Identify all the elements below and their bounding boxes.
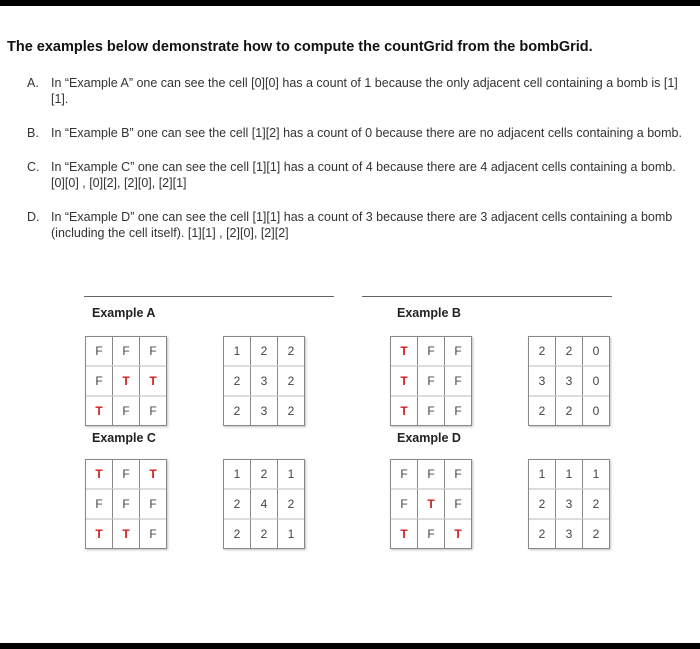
- grid-cell: 2: [224, 488, 251, 518]
- list-letter: C.: [27, 160, 40, 174]
- grid-cell: F: [140, 395, 166, 425]
- grid-cell: 2: [556, 395, 583, 425]
- grid-cell: F: [418, 365, 445, 395]
- grid-row: [529, 395, 609, 425]
- grid-row: [391, 488, 471, 518]
- grid-cell: T: [391, 518, 418, 548]
- grid-row: [391, 395, 471, 425]
- grid-cell: 2: [251, 337, 278, 365]
- list-letter: B.: [27, 126, 39, 140]
- grid-cell: F: [454, 467, 462, 481]
- grid-row: [529, 460, 609, 488]
- grid-cell: 3: [556, 518, 583, 548]
- grid-row: [224, 460, 304, 488]
- list-item-d: [27, 209, 687, 241]
- grid-cell: F: [454, 344, 462, 358]
- page-heading: The examples below demonstrate how to compute the countGrid from the bombGrid.: [7, 39, 593, 55]
- grid-cell: 2: [278, 365, 304, 395]
- grid-row: [86, 460, 166, 488]
- grid-cell: F: [140, 488, 166, 518]
- grid-cell: F: [418, 518, 445, 548]
- grid-cell: T: [391, 365, 418, 395]
- list-item-c: [27, 159, 687, 191]
- grid-cell: F: [445, 365, 471, 395]
- grid-row: [391, 518, 471, 548]
- example-d-count-grid: [528, 459, 610, 549]
- grid-cell: 2: [251, 460, 278, 488]
- grid-row: [529, 518, 609, 548]
- grid-cell: 2: [529, 395, 556, 425]
- grid-row: [86, 337, 166, 365]
- grid-row: [224, 395, 304, 425]
- grid-row: [224, 337, 304, 365]
- grid-cell: 3: [556, 365, 583, 395]
- example-a-bomb-grid: [85, 336, 167, 426]
- grid-cell: 0: [583, 395, 609, 425]
- grid-cell: F: [418, 337, 445, 365]
- grid-cell: T: [86, 395, 113, 425]
- grid-cell: T: [113, 518, 140, 548]
- grid-cell: F: [113, 337, 140, 365]
- grid-cell: 2: [287, 344, 295, 358]
- grid-cell: F: [113, 460, 140, 488]
- grid-cell: 2: [529, 518, 556, 548]
- grid-cell: 2: [224, 395, 251, 425]
- grid-cell: F: [149, 344, 157, 358]
- grid-cell: T: [86, 460, 113, 488]
- grid-cell: T: [113, 365, 140, 395]
- page: [0, 6, 700, 643]
- grid-cell: 2: [278, 488, 304, 518]
- example-b-title: Example B: [397, 306, 461, 320]
- grid-row: [391, 365, 471, 395]
- grid-cell: 4: [251, 488, 278, 518]
- grid-cell: F: [445, 395, 471, 425]
- grid-cell: 1: [287, 467, 295, 481]
- grid-cell: F: [418, 395, 445, 425]
- grid-row: [529, 488, 609, 518]
- grid-row: [224, 365, 304, 395]
- grid-row: [391, 460, 471, 488]
- list-letter: D.: [27, 210, 40, 224]
- grid-cell: F: [391, 460, 418, 488]
- grid-cell: F: [418, 460, 445, 488]
- grid-cell: 2: [583, 518, 609, 548]
- list-text: In “Example A” one can see the cell [0][0] has a count of 1 because the only adjacent cell containing a bomb is [1][1].: [51, 76, 678, 106]
- explanation-list: [27, 75, 687, 259]
- grid-cell: F: [140, 518, 166, 548]
- grid-cell: 1: [592, 467, 600, 481]
- list-item-a: [27, 75, 687, 107]
- grid-cell: 2: [556, 337, 583, 365]
- grid-row: [224, 518, 304, 548]
- grid-cell: F: [113, 488, 140, 518]
- example-c-title: Example C: [92, 431, 156, 445]
- grid-cell: F: [86, 337, 113, 365]
- grid-cell: 2: [583, 488, 609, 518]
- grid-cell: 1: [556, 460, 583, 488]
- grid-cell: F: [391, 488, 418, 518]
- grid-cell: 2: [251, 518, 278, 548]
- grid-cell: 2: [529, 488, 556, 518]
- example-c-bomb-grid: [85, 459, 167, 549]
- grid-cell: T: [391, 395, 418, 425]
- example-d-title: Example D: [397, 431, 461, 445]
- example-a-count-grid: [223, 336, 305, 426]
- list-letter: A.: [27, 76, 39, 90]
- grid-cell: 3: [251, 395, 278, 425]
- example-b-count-grid: [528, 336, 610, 426]
- grid-row: [86, 395, 166, 425]
- grid-cell: 0: [583, 365, 609, 395]
- grid-cell: F: [86, 365, 113, 395]
- grid-cell: 3: [556, 488, 583, 518]
- grid-cell: F: [86, 488, 113, 518]
- grid-cell: 1: [529, 460, 556, 488]
- grid-cell: T: [86, 518, 113, 548]
- grid-cell: 2: [529, 337, 556, 365]
- grid-cell: 2: [278, 395, 304, 425]
- example-d-bomb-grid: [390, 459, 472, 549]
- example-b-bomb-grid: [390, 336, 472, 426]
- grid-cell: 3: [251, 365, 278, 395]
- grid-row: [86, 365, 166, 395]
- grid-cell: F: [113, 395, 140, 425]
- grid-cell: 1: [278, 518, 304, 548]
- grid-cell: T: [391, 337, 418, 365]
- grid-row: [86, 518, 166, 548]
- grid-cell: 2: [224, 365, 251, 395]
- divider-left: [84, 296, 334, 297]
- grid-cell: T: [140, 365, 166, 395]
- example-c-count-grid: [223, 459, 305, 549]
- grid-cell: T: [149, 467, 157, 481]
- list-item-b: [27, 125, 687, 141]
- grid-row: [224, 488, 304, 518]
- grid-row: [391, 337, 471, 365]
- grid-row: [86, 488, 166, 518]
- list-text: In “Example C” one can see the cell [1][1] has a count of 4 because there are 4 adjacent cells containing a bomb. [0][0] , [0][2], [2][0], [2][1]: [51, 160, 676, 190]
- grid-cell: T: [418, 488, 445, 518]
- grid-cell: 1: [224, 337, 251, 365]
- list-text: In “Example B” one can see the cell [1][2] has a count of 0 because there are no adjacent cells containing a bomb.: [51, 126, 682, 140]
- grid-row: [529, 365, 609, 395]
- grid-cell: 3: [529, 365, 556, 395]
- grid-cell: 1: [224, 460, 251, 488]
- grid-cell: 2: [224, 518, 251, 548]
- divider-right: [362, 296, 612, 297]
- grid-cell: 0: [592, 344, 600, 358]
- grid-row: [529, 337, 609, 365]
- list-text: In “Example D” one can see the cell [1][1] has a count of 3 because there are 3 adjacent cells containing a bomb (including the cell itself). [1][1] , [2][0], [2][2]: [51, 210, 673, 240]
- grid-cell: T: [445, 518, 471, 548]
- grid-cell: F: [445, 488, 471, 518]
- example-a-title: Example A: [92, 306, 156, 320]
